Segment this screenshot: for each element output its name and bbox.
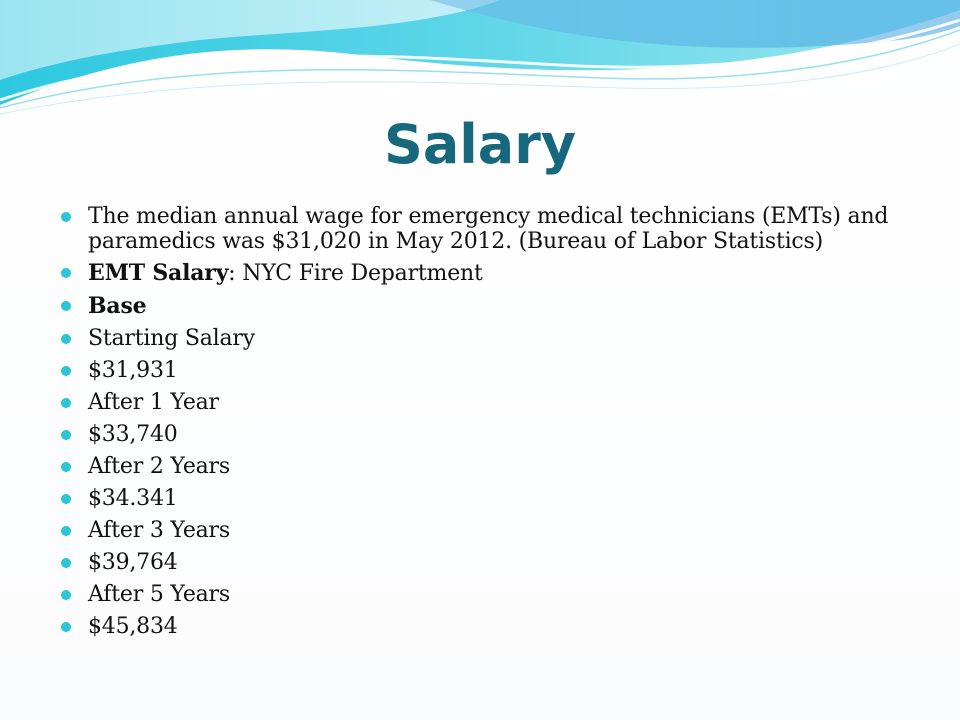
bullet-item — [60, 518, 920, 544]
bullet-bold-text: Base — [88, 293, 147, 319]
bullet-text: $45,834 — [88, 614, 178, 639]
bullet-text: Starting Salary — [88, 326, 255, 351]
bullet-text: After 3 Years — [88, 518, 230, 543]
bullet-item — [60, 204, 920, 254]
bullet-dot-icon — [61, 398, 71, 408]
slide-title: Salary — [383, 113, 577, 176]
bullet-dot-icon — [61, 590, 71, 600]
bullet-dot-icon — [61, 462, 71, 472]
bullet-dot-icon — [61, 430, 71, 440]
bullet-item — [60, 454, 920, 480]
bullet-dot-icon — [61, 268, 71, 278]
bullet-text: After 2 Years — [88, 454, 230, 479]
bullet-text: After 5 Years — [88, 582, 230, 607]
bullet-text: $31,931 — [88, 358, 178, 383]
wave-header-decoration — [0, 0, 960, 130]
bullet-item — [60, 422, 920, 448]
bullet-item — [60, 260, 920, 287]
bullet-dot-icon — [61, 558, 71, 568]
bullet-dot-icon — [61, 301, 71, 311]
bullet-item — [60, 390, 920, 416]
bullet-text: $34.341 — [88, 486, 178, 511]
bullet-item — [60, 582, 920, 608]
bullet-item — [60, 614, 920, 640]
bullet-item — [60, 293, 920, 320]
bullet-text: $33,740 — [88, 422, 178, 447]
bullet-item — [60, 550, 920, 576]
bullet-dot-icon — [61, 526, 71, 536]
bullet-dot-icon — [61, 622, 71, 632]
bullet-bold-text: EMT Salary — [88, 260, 229, 286]
bullet-item — [60, 486, 920, 512]
bullet-dot-icon — [61, 366, 71, 376]
bullet-text: After 1 Year — [88, 390, 219, 415]
bullet-item — [60, 358, 920, 384]
bullet-text: The median annual wage for emergency medical technicians (EMTs) and paramedics was $31,020 in May 2012. (Bureau of Labor Statistics) — [88, 204, 889, 254]
bullet-dot-icon — [61, 494, 71, 504]
bullet-item — [60, 326, 920, 352]
bullet-dot-icon — [61, 212, 71, 222]
bullet-dot-icon — [61, 334, 71, 344]
bullet-text: $39,764 — [88, 550, 178, 575]
bullet-text: : NYC Fire Department — [228, 261, 483, 286]
bullet-list — [60, 204, 920, 646]
